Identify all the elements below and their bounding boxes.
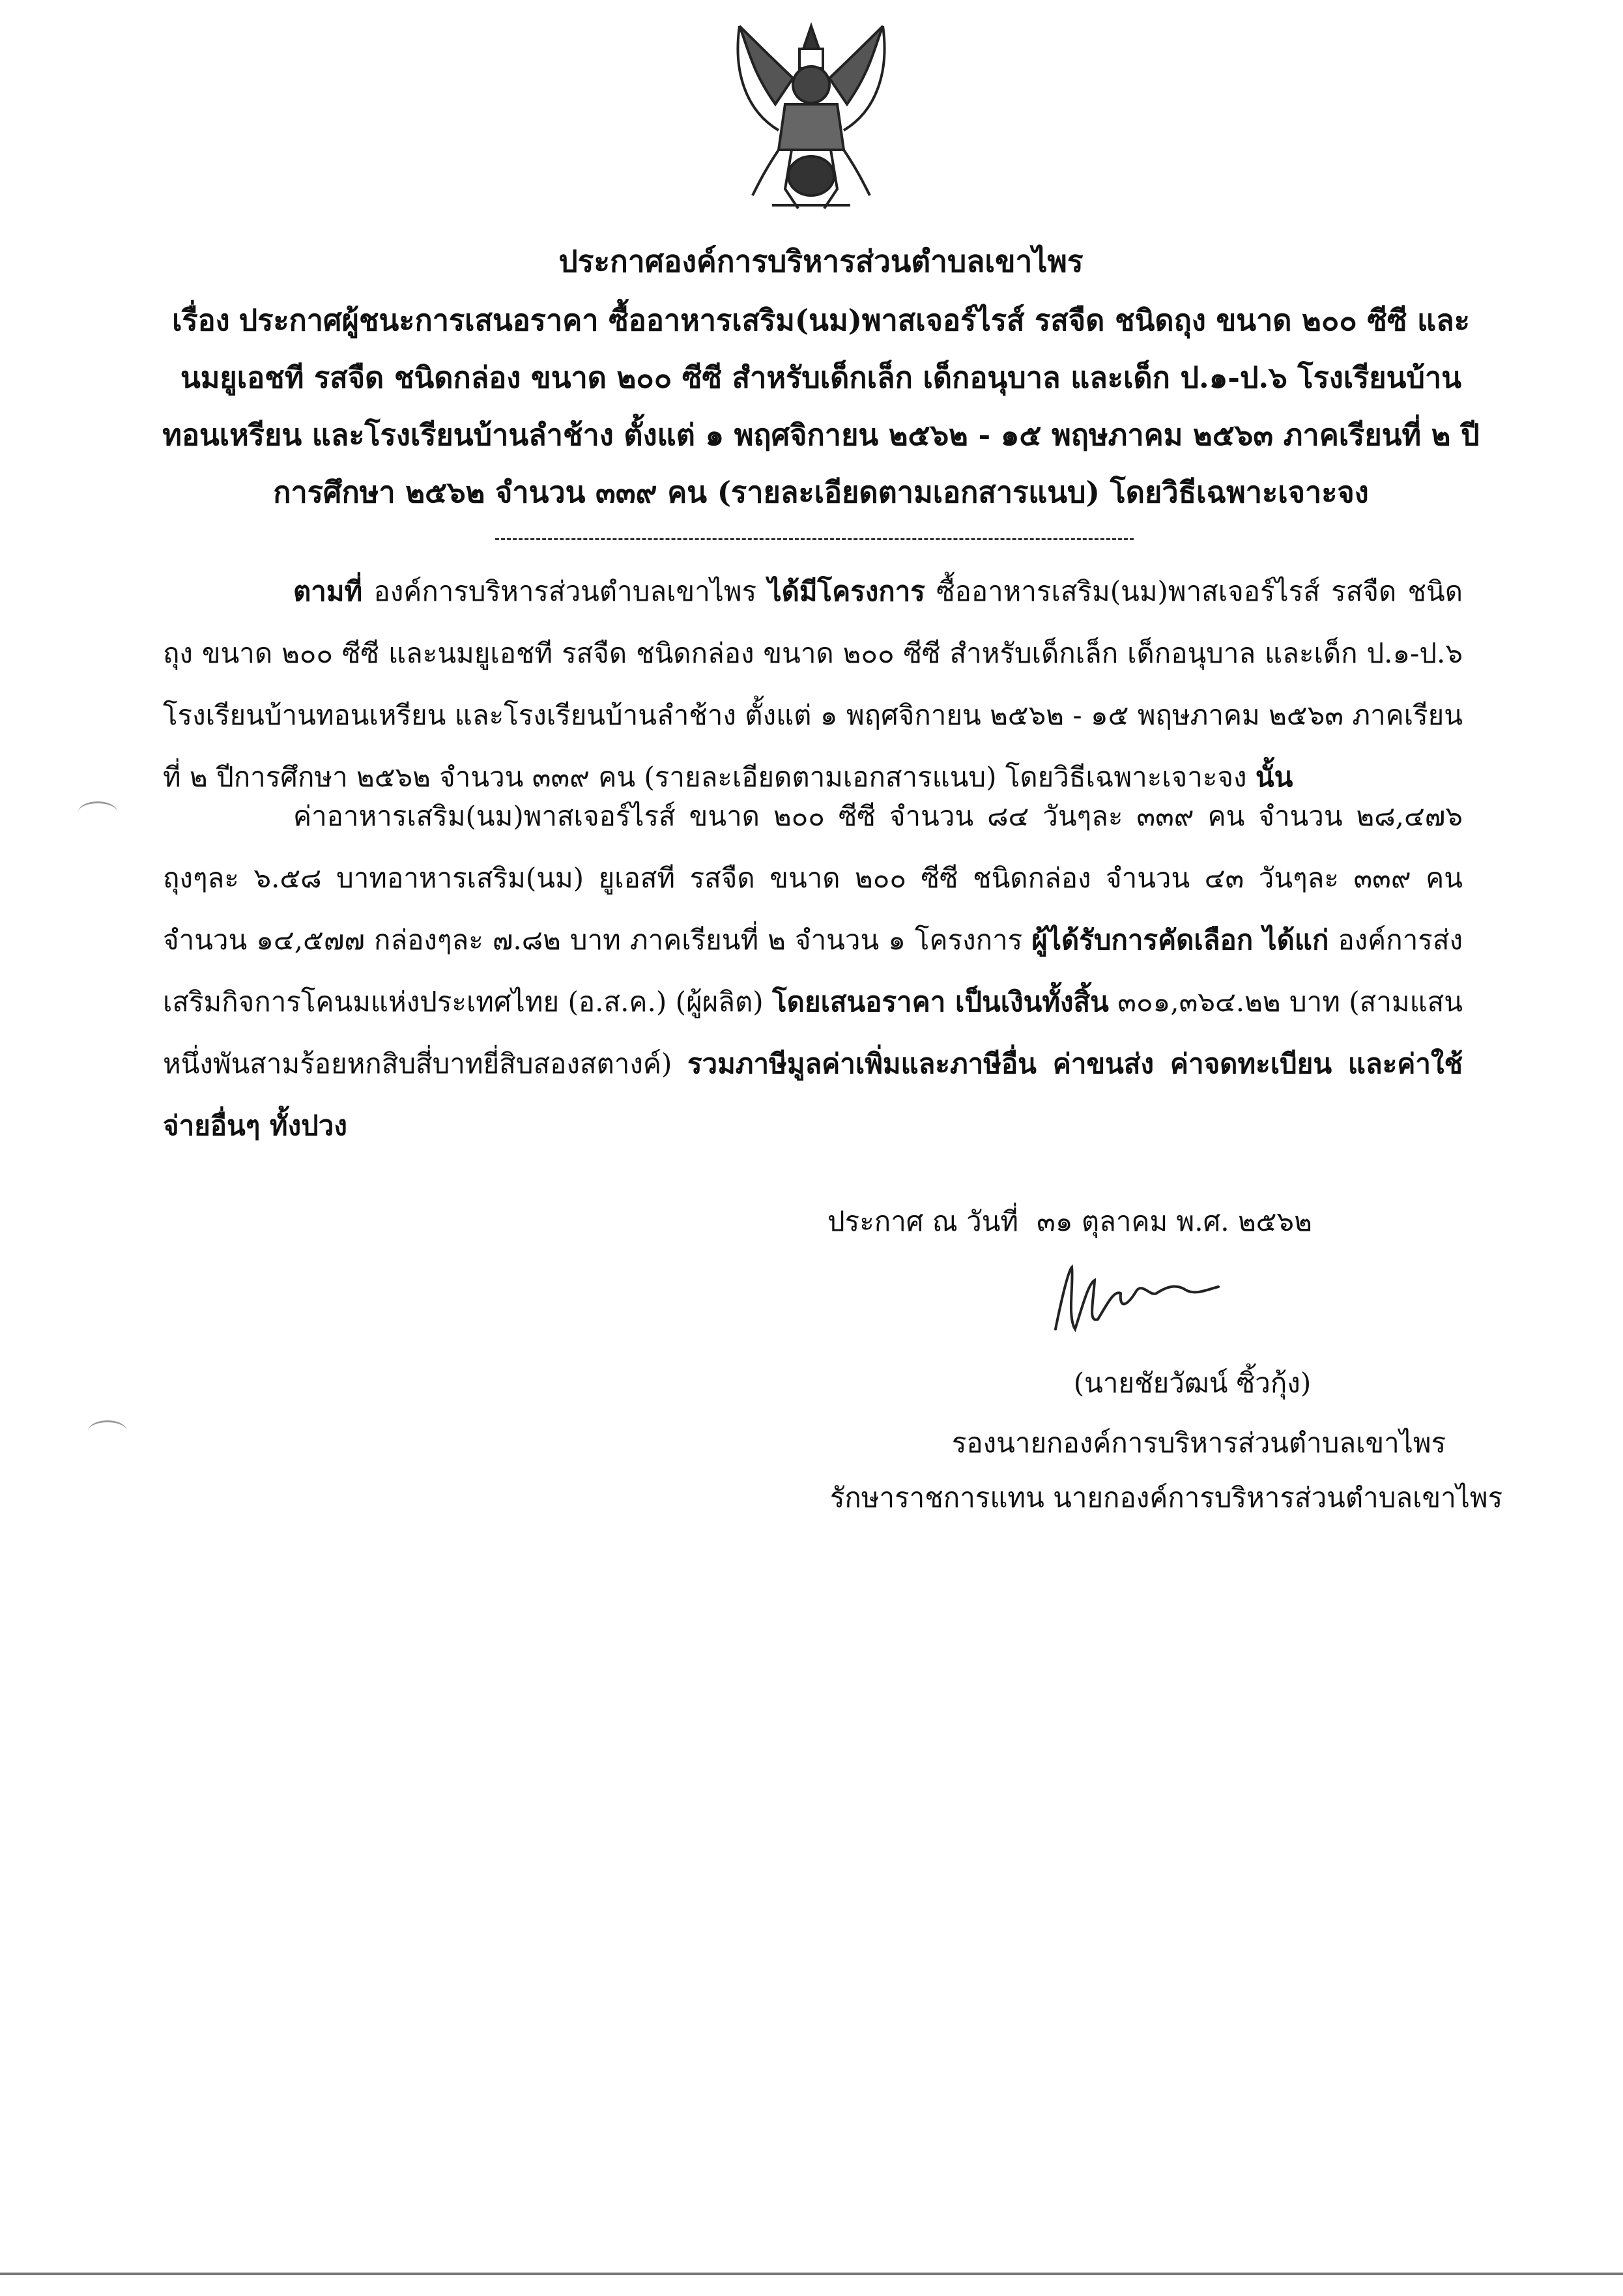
- announcement-date: [827, 1204, 1544, 1240]
- announced-label: ประกาศ ณ วันที่: [827, 1205, 1019, 1237]
- announced-date: ๓๑ ตุลาคม พ.ศ. ๒๕๖๒: [1037, 1205, 1312, 1237]
- announcement-title: ประกาศองค์การบริหารส่วนตำบลเขาไพร: [558, 244, 1084, 279]
- selected-label: ผู้ได้รับการคัดเลือก ได้แก่: [1031, 924, 1329, 956]
- announcement-subject: [156, 292, 1486, 521]
- winner-name: องค์การส่งเสริมกิจการโคนมแห่งประเทศไทย (อ.ส.ค.) (ผู้ผลิต): [163, 924, 1463, 1018]
- project-description: ซื้ออาหารเสริม(นม)พาสเจอร์ไรส์ รสจืด ชนิดถุง ขนาด ๒๐๐ ซีซี และนมยูเอชที รสจืด ชนิดกล่อง ขนาด ๒๐๐ ซีซี สำหรับเด็กเล็ก เด็กอนุบาล และเด็ก ป.๑-ป.๖ โรงเรียนบ้านทอนเหรียน และโรงเรียนบ้านลำช้าง ตั้งแต่ ๑ พฤศจิกายน ๒๕๖๒ - ๑๕ พฤษภาคม ๒๕๖๓ ภาคเรียนที่ ๒ ปีการศึกษา ๒๕๖๒ จำนวน ๓๓๙ คน (รายละเอียดตามเอกสารแนบ) โดยวิธีเฉพาะเจาะจง: [163, 575, 1463, 793]
- handwritten-signature-icon: [1042, 1257, 1238, 1342]
- signer-position: รองนายกองค์การบริหารส่วนตำบลเขาไพร: [951, 1427, 1446, 1459]
- signer-acting-position: รักษาราชการแทน นายกองค์การบริหารส่วนตำบลเขาไพร: [829, 1482, 1503, 1514]
- offer-amount: ๓๐๑,๓๖๔.๒๒ บาท (สามแสนหนึ่งพันสามร้อยหกสิบสี่บาทยี่สิบสองสตางค์): [163, 986, 1463, 1080]
- tail-word: นั้น: [1255, 761, 1293, 793]
- punch-hole-mark: [78, 801, 117, 823]
- has-project-phrase: ได้มีโครงการ: [768, 575, 925, 607]
- org-name: องค์การบริหารส่วนตำบลเขาไพร: [362, 575, 768, 607]
- lead-word: ตามที่: [293, 575, 363, 607]
- inclusion-note: รวมภาษีมูลค่าเพิ่มและภาษีอื่น ค่าขนส่ง ค่าจดทะเบียน และค่าใช้จ่ายอื่นๆ ทั้งปวง: [163, 1048, 1463, 1141]
- garuda-emblem-icon: [713, 13, 909, 222]
- subject-label: เรื่อง: [172, 303, 230, 337]
- cost-details: ค่าอาหารเสริม(นม)พาสเจอร์ไรส์ ขนาด ๒๐๐ ซีซี จำนวน ๘๔ วันๆละ ๓๓๙ คน จำนวน ๒๘,๔๗๖ ถุงๆละ ๖.๕๘ บาทอาหารเสริม(นม) ยูเอสที รสจืด ขนาด ๒๐๐ ซีซี ชนิดกล่อง จำนวน ๔๓ วันๆละ ๓๓๙ คน จำนวน ๑๔,๕๗๗ กล่องๆละ ๗.๘๒ บาท ภาคเรียนที่ ๒ จำนวน ๑ โครงการ: [163, 800, 1463, 956]
- subject-text: ประกาศผู้ชนะการเสนอราคา ซื้ออาหารเสริม(นม)พาสเจอร์ไรส์ รสจืด ชนิดถุง ขนาด ๒๐๐ ซีซี และนมยูเอชที รสจืด ชนิดกล่อง ขนาด ๒๐๐ ซีซี สำหรับเด็กเล็ก เด็กอนุบาล และเด็ก ป.๑-ป.๖ โรงเรียนบ้านทอนเหรียน และโรงเรียนบ้านลำช้าง ตั้งแต่ ๑ พฤศจิกายน ๒๕๖๒ - ๑๕ พฤษภาคม ๒๕๖๓ ภาคเรียนที่ ๒ ปีการศึกษา ๒๕๖๒ จำนวน ๓๓๙ คน (รายละเอียดตามเอกสารแนบ) โดยวิธีเฉพาะเจาะจง: [162, 303, 1480, 509]
- punch-hole-mark: [88, 1420, 127, 1442]
- separator-line: [495, 538, 1134, 540]
- scan-edge-line: [0, 2273, 1623, 2275]
- paragraph-award: [163, 785, 1463, 1156]
- offer-label: โดยเสนอราคา เป็นเงินทั้งสิ้น: [772, 986, 1109, 1018]
- paragraph-background: [163, 560, 1463, 808]
- signer-name: (นายชัยวัฒน์ ซิ้วกุ้ง): [1073, 1367, 1312, 1399]
